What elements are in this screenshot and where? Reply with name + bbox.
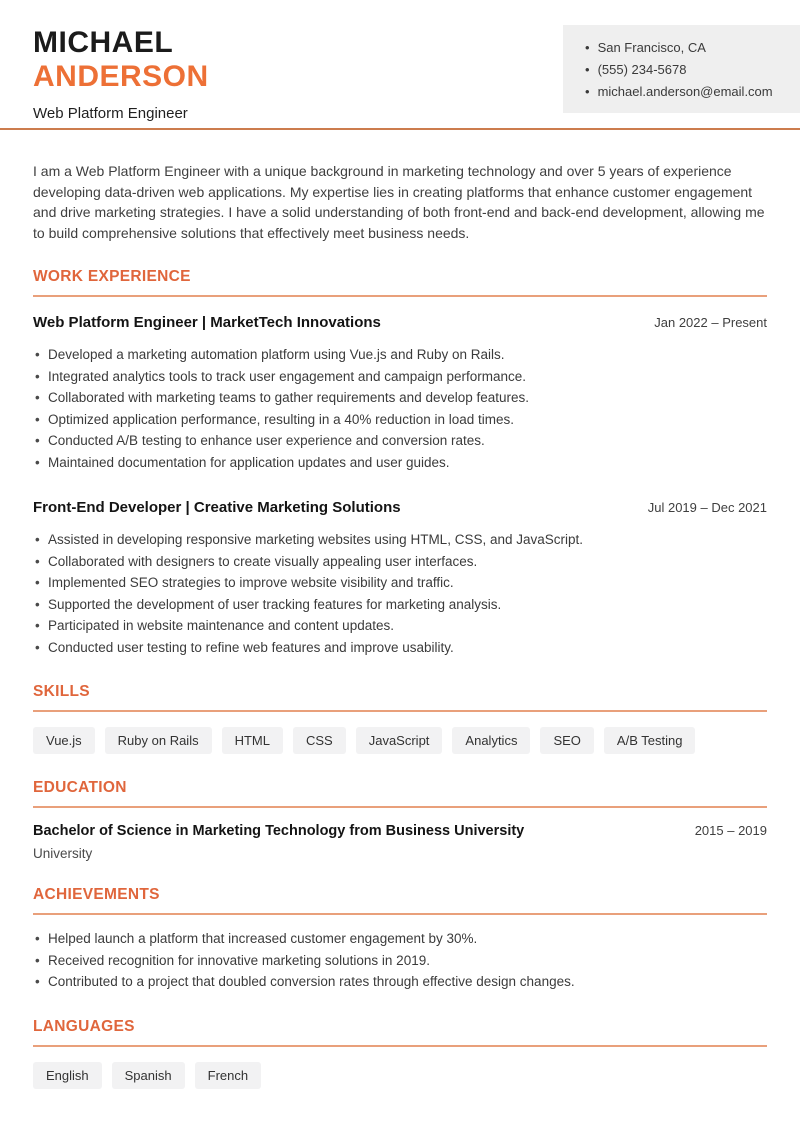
section-title-work-experience: WORK EXPERIENCE (33, 268, 767, 297)
job-dates: Jul 2019 – Dec 2021 (647, 500, 767, 515)
skill-tag: Vue.js (33, 727, 95, 754)
section-title-skills: SKILLS (33, 683, 767, 712)
contact-item (585, 81, 792, 103)
skill-tag: SEO (540, 727, 593, 754)
degree-title: Bachelor of Science in Marketing Technology from Business University (33, 823, 525, 839)
section-skills (33, 683, 767, 754)
skill-tag: Ruby on Rails (105, 727, 212, 754)
skills-tag-list (33, 727, 767, 754)
contact-item-text: San Francisco, CA (597, 40, 706, 55)
achievement-bullet: • Contributed to a project that doubled conversion rates through effective design changes. (33, 971, 767, 993)
job-header (33, 314, 767, 331)
language-tag: Spanish (112, 1062, 185, 1089)
job-bullet: • Collaborated with designers to create visually appealing user interfaces. (33, 551, 767, 573)
job-bullet: • Optimized application performance, resulting in a 40% reduction in load times. (33, 409, 767, 431)
job-bullet: • Integrated analytics tools to track user engagement and campaign performance. (33, 366, 767, 388)
language-tag: French (195, 1062, 261, 1089)
bullet-icon: • (585, 40, 590, 55)
job-bullet: • Conducted user testing to refine web features and improve usability. (33, 637, 767, 659)
header-divider (0, 128, 800, 130)
achievement-bullet: • Received recognition for innovative marketing solutions in 2019. (33, 950, 767, 972)
job-bullet: • Assisted in developing responsive marketing websites using HTML, CSS, and JavaScript. (33, 529, 767, 551)
summary-paragraph: I am a Web Platform Engineer with a unique background in marketing technology and over 5 years of experience developing data-driven web applications. My expertise lies in creating platforms that enhance customer engagement and drive marketing strategies. I have a solid understanding of both front-end and back-end development, allowing me to build comprehensive solutions that effectively meet business needs. (33, 163, 765, 241)
last-name: ANDERSON (33, 60, 209, 93)
section-education (33, 779, 767, 861)
job-bullet: • Conducted A/B testing to enhance user experience and conversion rates. (33, 430, 767, 452)
job-entry (33, 314, 767, 473)
job-bullet: • Collaborated with marketing teams to gather requirements and develop features. (33, 387, 767, 409)
education-header (33, 823, 767, 839)
bullet-icon: • (585, 84, 590, 99)
job-bullet: • Participated in website maintenance and content updates. (33, 615, 767, 637)
job-bullet: • Implemented SEO strategies to improve website visibility and traffic. (33, 572, 767, 594)
contact-item (585, 59, 792, 81)
first-name: MICHAEL (33, 26, 174, 59)
achievement-bullet-list (33, 928, 767, 993)
contact-item-text: (555) 234-5678 (597, 62, 687, 77)
job-title-company: Front-End Developer | Creative Marketing Solutions (33, 499, 401, 516)
job-title: Web Platform Engineer (33, 105, 188, 122)
job-header (33, 499, 767, 516)
job-title-company: Web Platform Engineer | MarketTech Innovations (33, 314, 381, 331)
section-languages (33, 1018, 767, 1089)
job-bullet: • Developed a marketing automation platform using Vue.js and Ruby on Rails. (33, 344, 767, 366)
job-bullet-list (33, 529, 767, 658)
job-bullet: • Maintained documentation for application updates and user guides. (33, 452, 767, 474)
section-work-experience (33, 268, 767, 658)
languages-tag-list (33, 1062, 767, 1089)
skill-tag: JavaScript (356, 727, 443, 754)
section-title-education: EDUCATION (33, 779, 767, 808)
header (0, 0, 800, 130)
bullet-icon: • (585, 62, 590, 77)
section-achievements (33, 886, 767, 993)
job-dates: Jan 2022 – Present (654, 315, 767, 330)
skill-tag: A/B Testing (604, 727, 696, 754)
skill-tag: HTML (222, 727, 283, 754)
skill-tag: Analytics (452, 727, 530, 754)
contact-item-text: michael.anderson@email.com (597, 84, 773, 99)
section-title-languages: LANGUAGES (33, 1018, 767, 1047)
institution-name: University (33, 846, 93, 861)
education-entry (33, 823, 767, 861)
contact-card (563, 25, 800, 113)
job-entry (33, 499, 767, 658)
job-bullet: • Supported the development of user tracking features for marketing analysis. (33, 594, 767, 616)
education-dates: 2015 – 2019 (694, 823, 767, 838)
job-bullet-list (33, 344, 767, 473)
achievement-bullet: • Helped launch a platform that increased customer engagement by 30%. (33, 928, 767, 950)
contact-item (585, 37, 792, 59)
section-title-achievements: ACHIEVEMENTS (33, 886, 767, 915)
skill-tag: CSS (293, 727, 346, 754)
language-tag: English (33, 1062, 102, 1089)
